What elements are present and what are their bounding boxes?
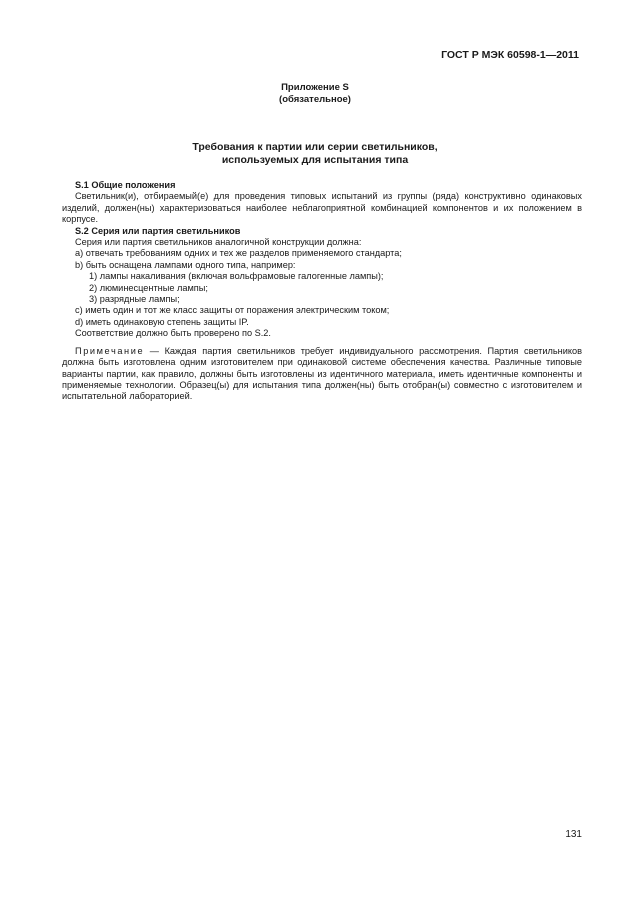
- s2-sub-item-2: 2) люминесцентные лампы;: [89, 282, 208, 293]
- note-text: — Каждая партия светильников требует индивидуального рассмотрения. Партия светильников должна быть изготовлена одним изготовителем при одинаковой системе обеспечения качества. Различные типовые варианты партии, как правило, должны быть изготовлены из идентичного материала, иметь идентичные компоненты и применяемые технологии. Образец(ы) для испытания типа должен(ны) быть отобран(ы) совместно с изготовителем и испытательной лабораторией.: [62, 345, 582, 402]
- section-title: [0, 141, 630, 167]
- s2-sub-item-1: 1) лампы накаливания (включая вольфрамовые галогенные лампы);: [89, 271, 384, 282]
- s2-sub-item-3: 3) разрядные лампы;: [89, 294, 180, 305]
- document-body: [62, 180, 582, 403]
- note-label: Примечание: [75, 345, 145, 356]
- annex-heading: [0, 82, 630, 106]
- s2-item-d: d) иметь одинаковую степень защиты IP.: [75, 316, 249, 327]
- standard-header: ГОСТ Р МЭК 60598-1—2011: [441, 49, 579, 61]
- s2-intro: Серия или партия светильников аналогичной конструкции должна:: [75, 237, 362, 248]
- note-paragraph: [62, 346, 582, 403]
- section-title-line1: Требования к партии или серии светильников,: [192, 141, 438, 153]
- s2-item-a: а) отвечать требованиям одних и тех же разделов применяемого стандарта;: [75, 248, 402, 259]
- annex-status: (обязательное): [279, 94, 351, 105]
- s2-heading: S.2 Серия или партия светильников: [75, 225, 241, 236]
- section-title-line2: используемых для испытания типа: [221, 154, 409, 166]
- page-number: 131: [565, 829, 582, 840]
- s2-compliance: Соответствие должно быть проверено по S.2.: [75, 328, 271, 339]
- s2-item-c: с) иметь один и тот же класс защиты от поражения электрическим током;: [75, 305, 390, 316]
- annex-title: Приложение S: [281, 82, 349, 93]
- s1-heading: S.1 Общие положения: [75, 180, 176, 190]
- s2-item-b: b) быть оснащена лампами одного типа, например:: [75, 259, 296, 270]
- s1-text: Светильник(и), отбираемый(е) для проведения типовых испытаний из группы (ряда) конструктивно одинаковых изделий, должен(ны) характеризоваться наиболее неблагоприятной комбинацией компонентов и их положением в корпусе.: [62, 191, 582, 225]
